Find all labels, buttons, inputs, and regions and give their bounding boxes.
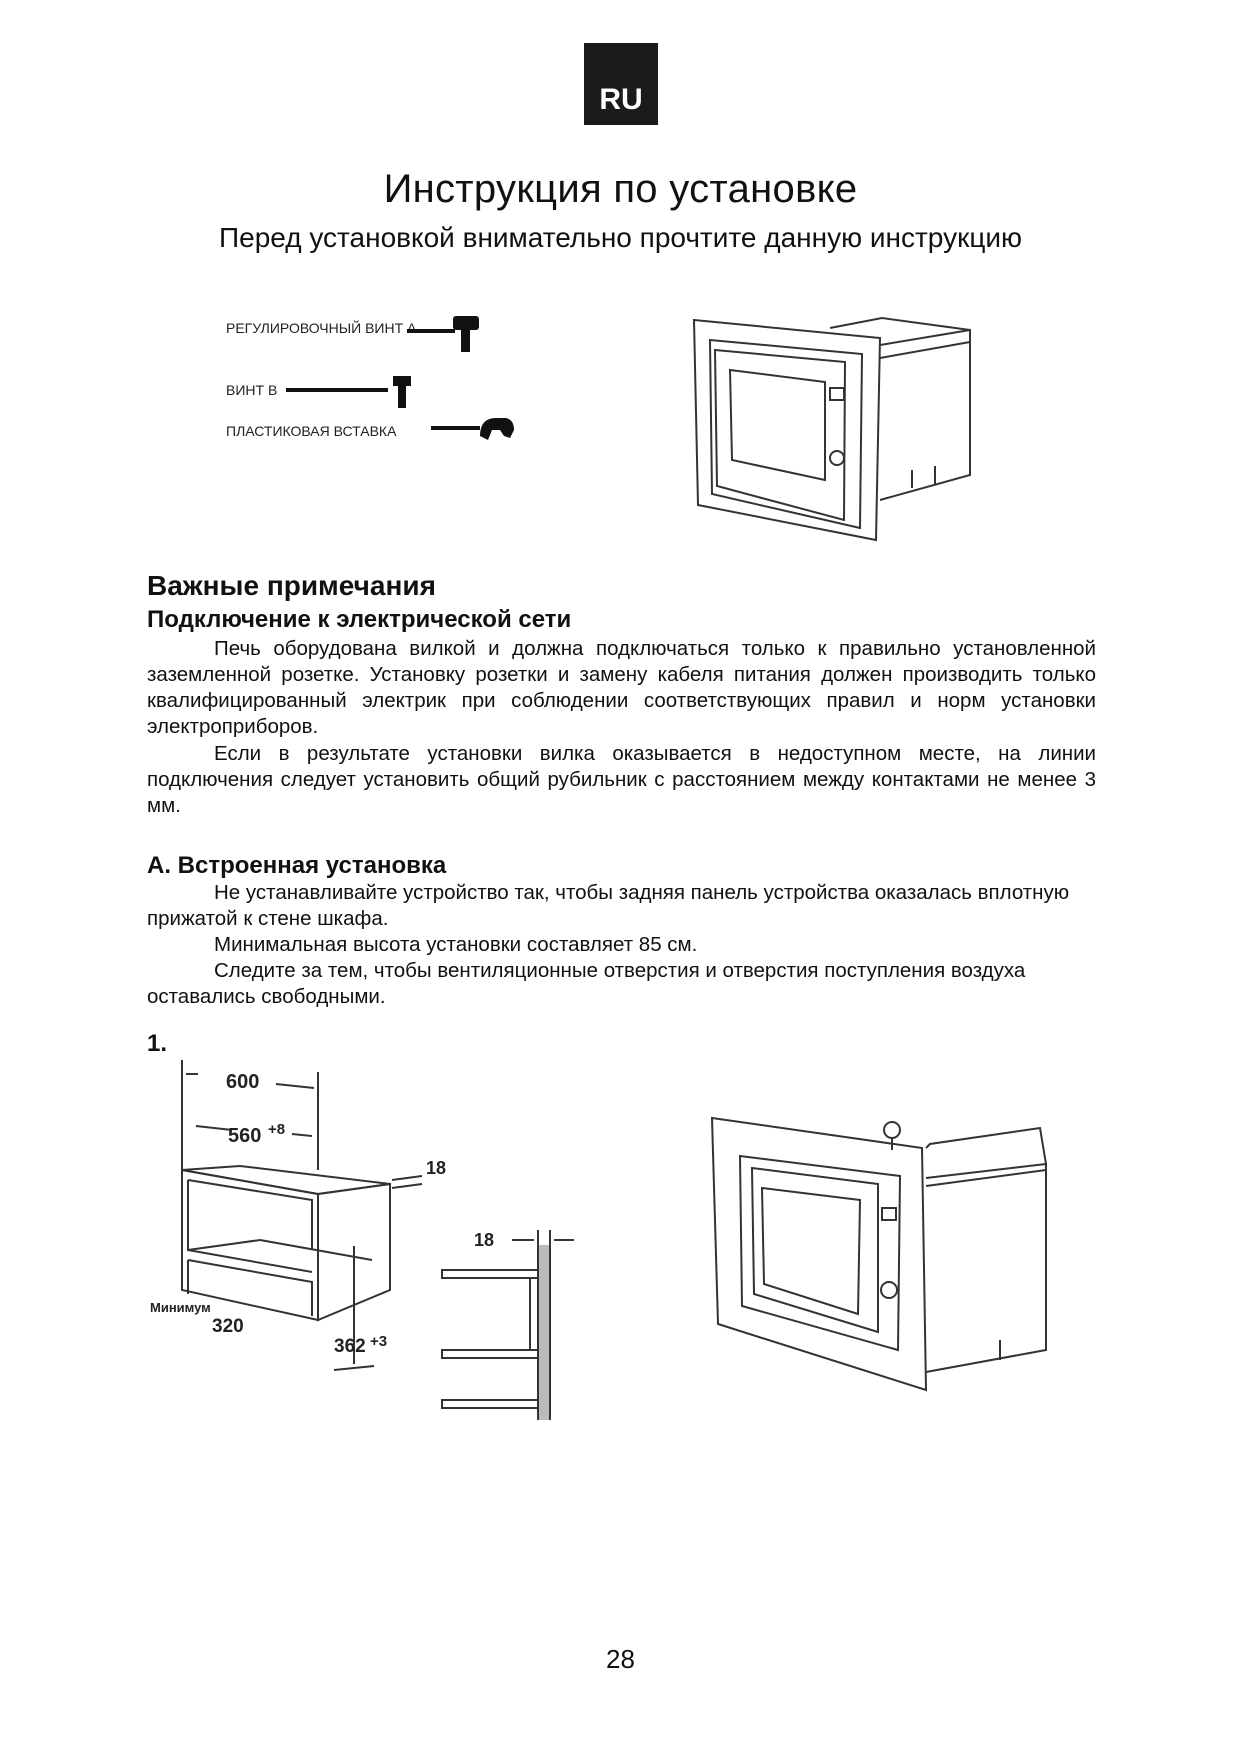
dim-opening-height: 362	[334, 1336, 366, 1357]
dim-min-label: Минимум	[150, 1300, 211, 1315]
dim-inner-width: 560	[228, 1125, 262, 1147]
part-label-screw-a: РЕГУЛИРОВОЧНЫЙ ВИНТ А	[226, 320, 417, 336]
builtin-paragraph-2: Минимальная высота установки составляет 85 см.	[214, 933, 698, 956]
dim-panel-thickness: 18	[426, 1158, 447, 1178]
language-badge: RU	[584, 43, 658, 125]
dim-min-height: 320	[212, 1316, 244, 1337]
dim-side-thickness: 18	[474, 1230, 495, 1250]
important-notes-heading: Важные примечания	[147, 570, 436, 601]
screw-a-icon	[407, 316, 479, 352]
parts-illustration	[0, 0, 1241, 480]
part-label-plastic-insert: ПЛАСТИКОВАЯ ВСТАВКА	[226, 423, 397, 439]
part-label-screw-b: ВИНТ В	[226, 382, 278, 398]
dim-outer-width: 600	[226, 1071, 260, 1093]
microwave-top-illustration	[680, 290, 1000, 550]
plastic-insert-icon	[431, 418, 514, 440]
page-subtitle: Перед установкой внимательно прочтите данную инструкцию	[219, 222, 1022, 253]
screw-b-icon	[286, 376, 411, 408]
builtin-paragraph-3: Следите за тем, чтобы вентиляционные отверстия и отверстия поступления воздуха оставались свободными.	[147, 959, 1026, 1008]
electrical-paragraph-1: Печь оборудована вилкой и должна подключаться только к правильно установленной заземленной розетке. Установку розетки и замену кабеля питания должен производить только квалифицированный электрик при соблюдении соответствующих правил и норм установки электроприборов.	[147, 637, 1096, 738]
step-number: 1.	[147, 1030, 168, 1057]
page-title: Инструкция по установке	[383, 167, 858, 211]
page-number: 28	[606, 1644, 635, 1674]
cabinet-dimension-diagram	[140, 1050, 580, 1410]
dim-opening-height-tol: +3	[370, 1333, 388, 1350]
builtin-paragraph-1: Не устанавливайте устройство так, чтобы задняя панель устройства оказалась вплотную прижатой к стене шкафа.	[147, 881, 1070, 930]
electrical-connection-heading: Подключение к электрической сети	[147, 606, 572, 633]
builtin-install-heading: A. Встроенная установка	[147, 852, 447, 879]
microwave-installed-illustration	[700, 1100, 1080, 1400]
dim-inner-width-tol: +8	[268, 1121, 286, 1138]
electrical-paragraph-2: Если в результате установки вилка оказывается в недоступном месте, на линии подключения следует установить общий рубильник с расстоянием между контактами не менее 3 мм.	[147, 742, 1096, 817]
